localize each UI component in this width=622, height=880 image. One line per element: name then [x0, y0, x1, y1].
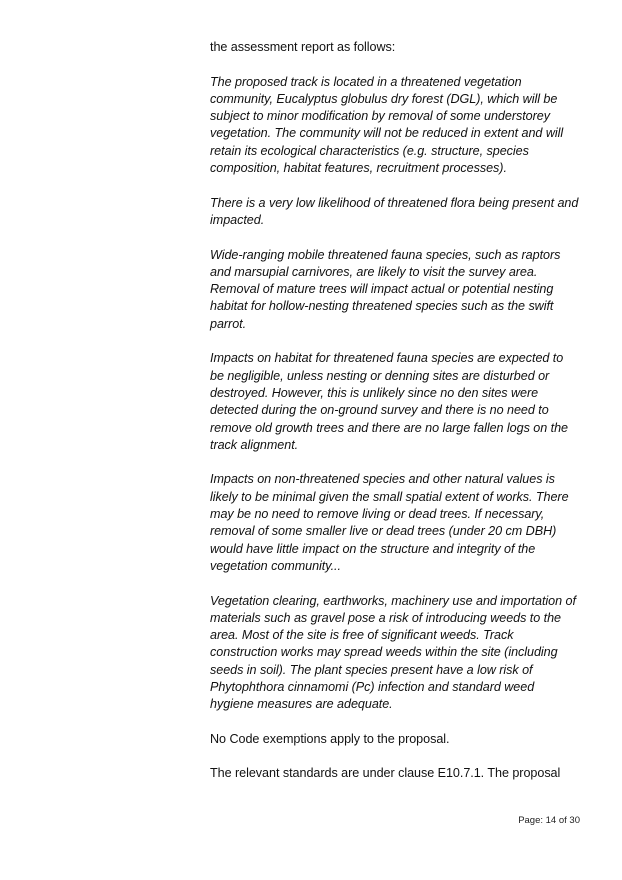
text-line: impacted.	[210, 212, 265, 227]
text-line: Impacts on non-threatened species and other natural values is	[210, 472, 555, 487]
text-line: area. Most of the site is free of significant weeds. Track	[210, 628, 514, 643]
text-line: and marsupial carnivores, are likely to visit the survey area.	[210, 264, 538, 279]
text-line: Vegetation clearing, earthworks, machinery use and importation of	[210, 593, 576, 608]
text-line: Impacts on habitat for threatened fauna species are expected to	[210, 351, 564, 366]
text-line: No Code exemptions apply to the proposal.	[210, 731, 450, 746]
text-line: would have little impact on the structure and integrity of the	[210, 541, 536, 556]
text-line: likely to be minimal given the small spatial extent of works. There	[210, 489, 569, 504]
quote-paragraph-1	[210, 74, 582, 178]
text-line: subject to minor modification by removal of some understorey	[210, 109, 550, 124]
text-line: The proposed track is located in a threatened vegetation	[210, 74, 522, 89]
text-line: Removal of mature trees will impact actual or potential nesting	[210, 282, 554, 297]
text-line: track alignment.	[210, 437, 299, 452]
text-line: retain its ecological characteristics (e.g. structure, species	[210, 143, 529, 158]
body-text	[210, 39, 582, 800]
intro-paragraph	[210, 39, 582, 56]
page-number: Page: 14 of 30	[518, 815, 580, 826]
text-line: removal of some smaller live or dead trees (under 20 cm DBH)	[210, 524, 557, 539]
text-line: There is a very low likelihood of threatened flora being present and	[210, 195, 579, 210]
text-line: detected during the on-ground survey and there is no need to	[210, 403, 549, 418]
text-line: habitat for hollow-nesting threatened species such as the swift	[210, 299, 554, 314]
closing-paragraph-2	[210, 765, 582, 782]
quote-paragraph-6	[210, 593, 582, 714]
text-line: vegetation. The community will not be reduced in extent and will	[210, 126, 564, 141]
text-line: remove old growth trees and there are no large fallen logs on the	[210, 420, 568, 435]
quote-paragraph-5	[210, 471, 582, 575]
text-line: vegetation community...	[210, 558, 341, 573]
text-line: composition, habitat features, recruitment processes).	[210, 161, 507, 176]
quote-paragraph-4	[210, 350, 582, 454]
text-line: be negligible, unless nesting or denning sites are disturbed or	[210, 368, 550, 383]
intro-line: the assessment report as follows:	[210, 40, 396, 54]
text-line: construction works may spread weeds within the site (including	[210, 645, 558, 660]
text-line: destroyed. However, this is unlikely since no den sites were	[210, 385, 539, 400]
text-line: Wide-ranging mobile threatened fauna species, such as raptors	[210, 247, 561, 262]
quote-paragraph-2	[210, 195, 582, 230]
text-line: Phytophthora cinnamomi (Pc) infection and standard weed	[210, 679, 535, 694]
text-line: may be no need to remove living or dead trees. If necessary,	[210, 507, 545, 522]
text-line: parrot.	[210, 316, 247, 331]
text-line: The relevant standards are under clause E10.7.1. The proposal	[210, 766, 561, 781]
text-line: materials such as gravel pose a risk of introducing weeds to the	[210, 610, 562, 625]
text-line: seeds in soil). The plant species present have a low risk of	[210, 662, 533, 677]
closing-paragraph-1	[210, 731, 582, 748]
text-line: community, Eucalyptus globulus dry forest (DGL), which will be	[210, 91, 558, 106]
quote-paragraph-3	[210, 247, 582, 333]
text-line: hygiene measures are adequate.	[210, 697, 393, 712]
